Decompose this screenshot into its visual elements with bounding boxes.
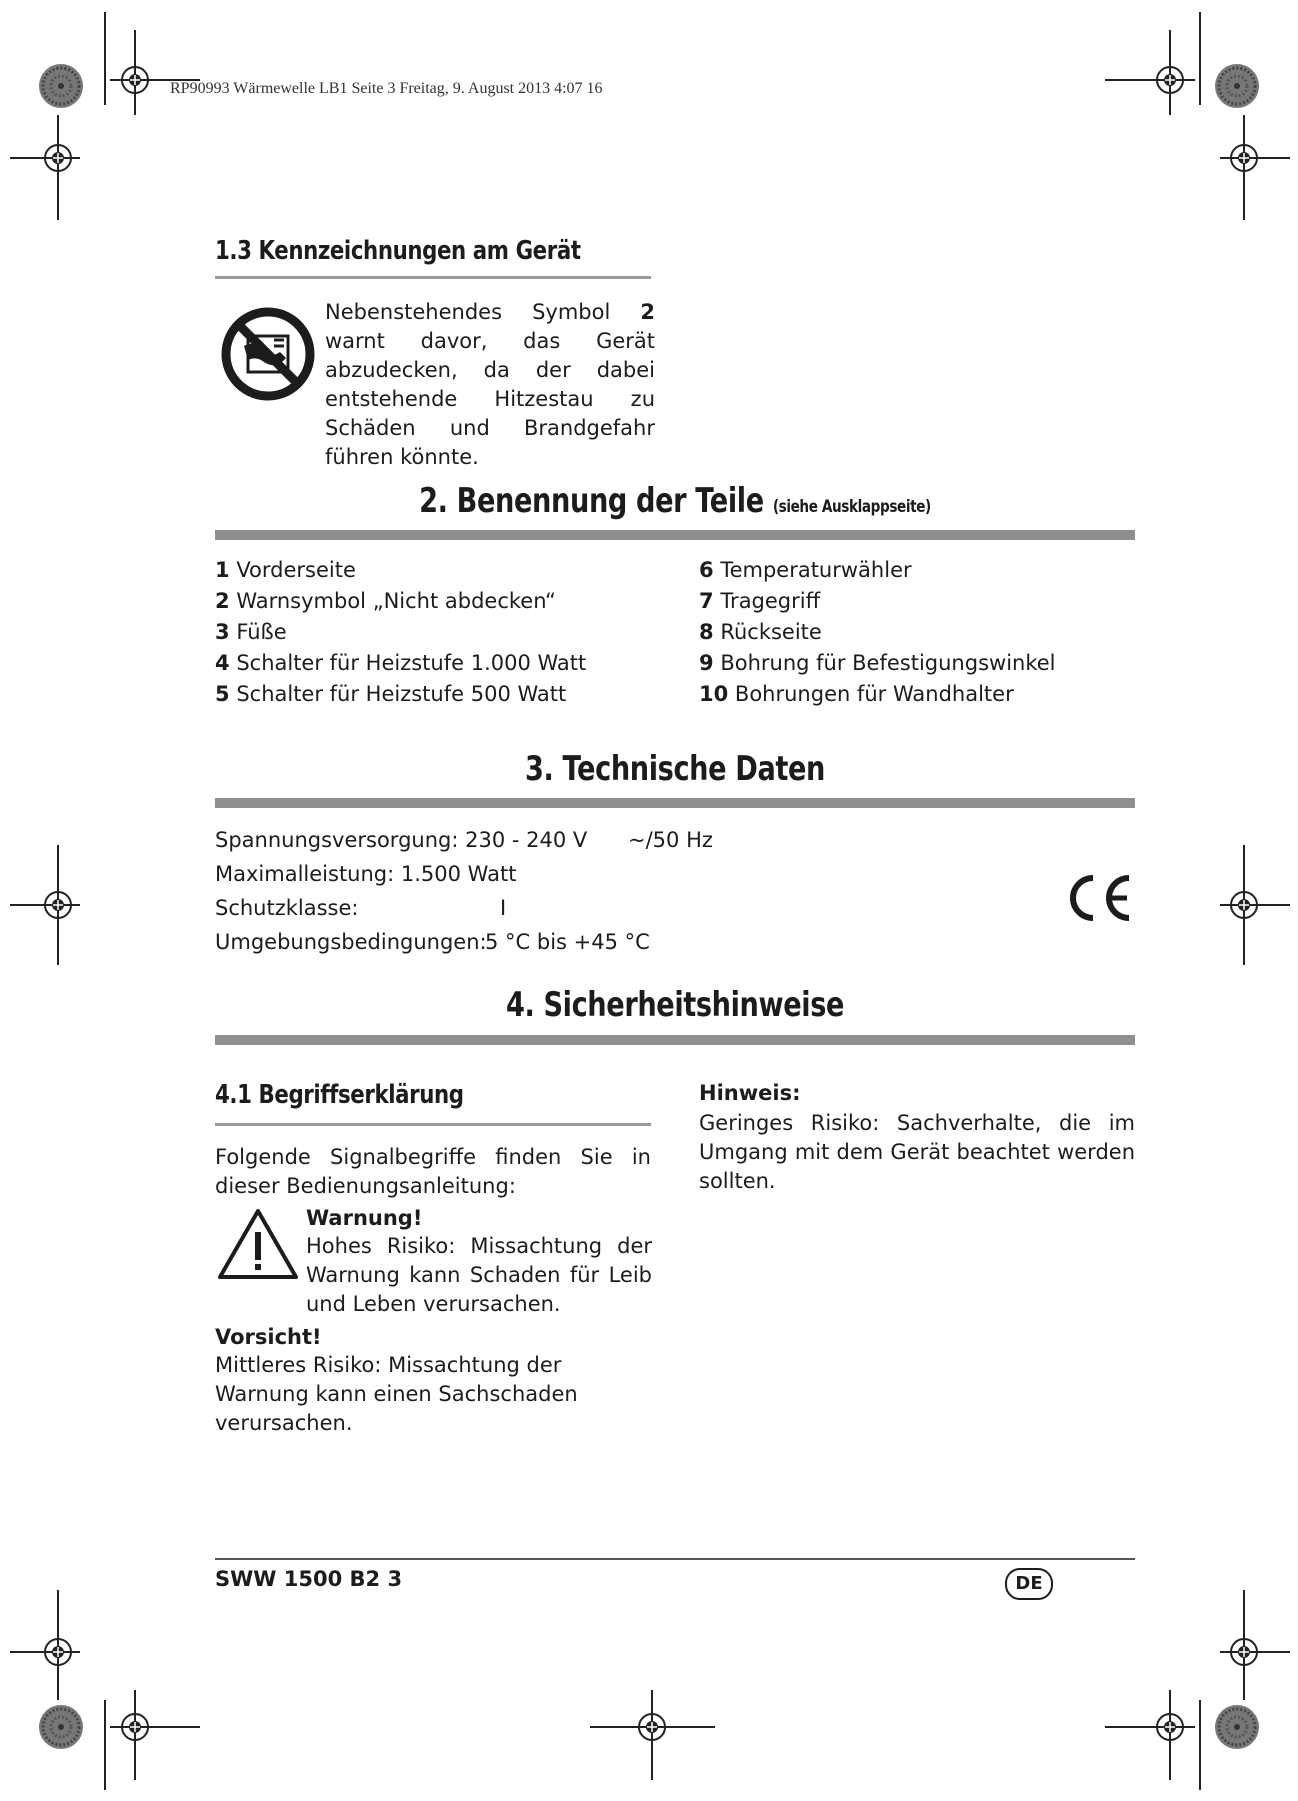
section-4-title: 4. Sicherheitshinweise xyxy=(505,985,845,1025)
language-badge: DE xyxy=(1005,1568,1053,1600)
section-4-1-rule xyxy=(215,1123,651,1126)
section-3-rule xyxy=(215,798,1135,808)
section-1-3-title: 1.3 Kennzeichnungen am Gerät xyxy=(215,236,581,266)
part-item: 7 Tragegriff xyxy=(699,589,821,613)
section-2-rule xyxy=(215,530,1135,540)
spec-value: ~/50 Hz xyxy=(628,828,713,852)
note-title: Hinweis: xyxy=(699,1081,801,1105)
do-not-cover-icon xyxy=(220,306,316,406)
warning-triangle-icon xyxy=(216,1206,300,1286)
section-2-title: 2. Benennung der Teile (siehe Ausklappseite) xyxy=(419,481,931,521)
warning-title: Warnung! xyxy=(306,1206,423,1230)
section-4-1-title: 4.1 Begriffserklärung xyxy=(215,1080,464,1110)
part-item: 8 Rückseite xyxy=(699,620,822,644)
part-item: 9 Bohrung für Befestigungswinkel xyxy=(699,651,1056,675)
spec-row: Spannungsversorgung: 230 - 240 V xyxy=(215,828,588,852)
footer-model: SWW 1500 B2 3 xyxy=(215,1567,403,1591)
part-item: 1 Vorderseite xyxy=(215,558,356,582)
part-item: 10 Bohrungen für Wandhalter xyxy=(699,682,1014,706)
warning-text: Hohes Risiko: Missachtung der Warnung kann Schaden für Leib und Leben verursachen. xyxy=(306,1234,652,1316)
print-slug: RP90993 Wärmewelle LB1 Seite 3 Freitag, 9. August 2013 4:07 16 xyxy=(170,80,603,97)
spec-value: I xyxy=(500,896,507,920)
part-item: 6 Temperaturwähler xyxy=(699,558,912,582)
signal-intro: Folgende Signalbegriffe finden Sie in dieser Bedienungsanleitung: xyxy=(215,1145,651,1198)
part-item: 5 Schalter für Heizstufe 500 Watt xyxy=(215,682,567,706)
section-4-rule xyxy=(215,1035,1135,1045)
spec-row: Maximalleistung: 1.500 Watt xyxy=(215,862,517,886)
footer-rule xyxy=(215,1558,1135,1560)
spec-value: 5 °C bis +45 °C xyxy=(485,930,650,954)
section-1-3-text: Nebenstehendes Symbol 2 warnt davor, das Gerät abzudecken, da der dabei entstehende Hitzestau zu Schäden und Brandgefahr führen könnte. xyxy=(325,300,655,469)
part-item: 4 Schalter für Heizstufe 1.000 Watt xyxy=(215,651,587,675)
caution-title: Vorsicht! xyxy=(215,1325,322,1349)
ce-mark xyxy=(1063,872,1135,924)
section-1-3-rule xyxy=(215,276,651,279)
part-item: 3 Füße xyxy=(215,620,287,644)
caution-text: Mittleres Risiko: Missachtung der Warnung kann einen Sachschaden verursachen. xyxy=(215,1353,578,1435)
spec-row: Umgebungsbedingungen: xyxy=(215,930,487,954)
spec-row: Schutzklasse: xyxy=(215,896,359,920)
note-text: Geringes Risiko: Sachverhalte, die im Umgang mit dem Gerät beachtet werden sollten. xyxy=(699,1111,1135,1193)
section-3-title: 3. Technische Daten xyxy=(524,749,826,789)
part-item: 2 Warnsymbol „Nicht abdecken“ xyxy=(215,589,556,613)
